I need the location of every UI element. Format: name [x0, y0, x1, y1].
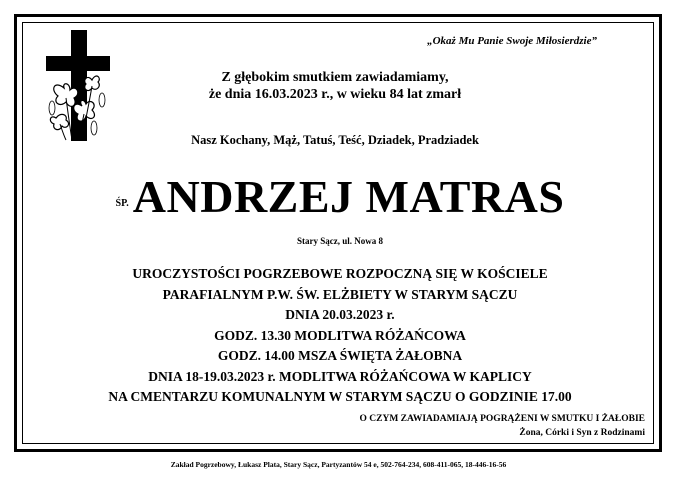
ceremony-line: DNIA 20.03.2023 r.	[285, 307, 395, 322]
closing-signature: Żona, Córki i Syn z Rodzinami	[519, 428, 645, 438]
deceased-address: Stary Sącz, ul. Nowa 8	[297, 236, 383, 246]
name-prefix: ŚP.	[115, 198, 129, 209]
ceremony-details	[30, 264, 650, 408]
cross-with-lilies-icon	[44, 28, 112, 143]
intro-line: że dnia 16.03.2023 r., w wieku 84 lat zmarł	[208, 87, 462, 102]
motto: „Okaż Mu Panie Swoje Miłosierdzie”	[427, 35, 597, 47]
ceremony-line: UROCZYSTOŚCI POGRZEBOWE ROZPOCZNĄ SIĘ W KOŚCIELE	[132, 266, 548, 281]
ceremony-line: GODZ. 14.00 MSZA ŚWIĘTA ŻAŁOBNA	[217, 348, 463, 363]
deceased-name-row	[60, 170, 620, 223]
ceremony-line: GODZ. 13.30 MODLITWA RÓŻAŃCOWA	[214, 327, 466, 343]
intro-line: Z głębokim smutkiem zawiadamiamy,	[221, 70, 449, 85]
ceremony-line: DNIA 18-19.03.2023 r. MODLITWA RÓŻAŃCOWA W KAPLICY	[148, 368, 532, 384]
ceremony-line: NA CMENTARZU KOMUNALNYM W STARYM SĄCZU O GODZINIE 17.00	[108, 389, 572, 404]
funeral-home-footer: Zakład Pogrzebowy, Łukasz Plata, Stary Sącz, Partyzantów 54 e, 502-764-234, 608-411-065, 18-446-16-56	[170, 460, 507, 469]
ceremony-line: PARAFIALNYM P.W. ŚW. ELŻBIETY W STARYM SĄCZU	[162, 286, 518, 302]
intro-text	[160, 69, 510, 103]
deceased-name: ANDRZEJ MATRAS	[132, 171, 565, 222]
closing-text	[360, 412, 645, 440]
closing-line: O CZYM ZAWIADAMIAJĄ POGRĄŻENI W SMUTKU I ŻAŁOBIE	[359, 414, 645, 424]
relations-text: Nasz Kochany, Mąż, Tatuś, Teść, Dziadek, Pradziadek	[191, 133, 479, 147]
